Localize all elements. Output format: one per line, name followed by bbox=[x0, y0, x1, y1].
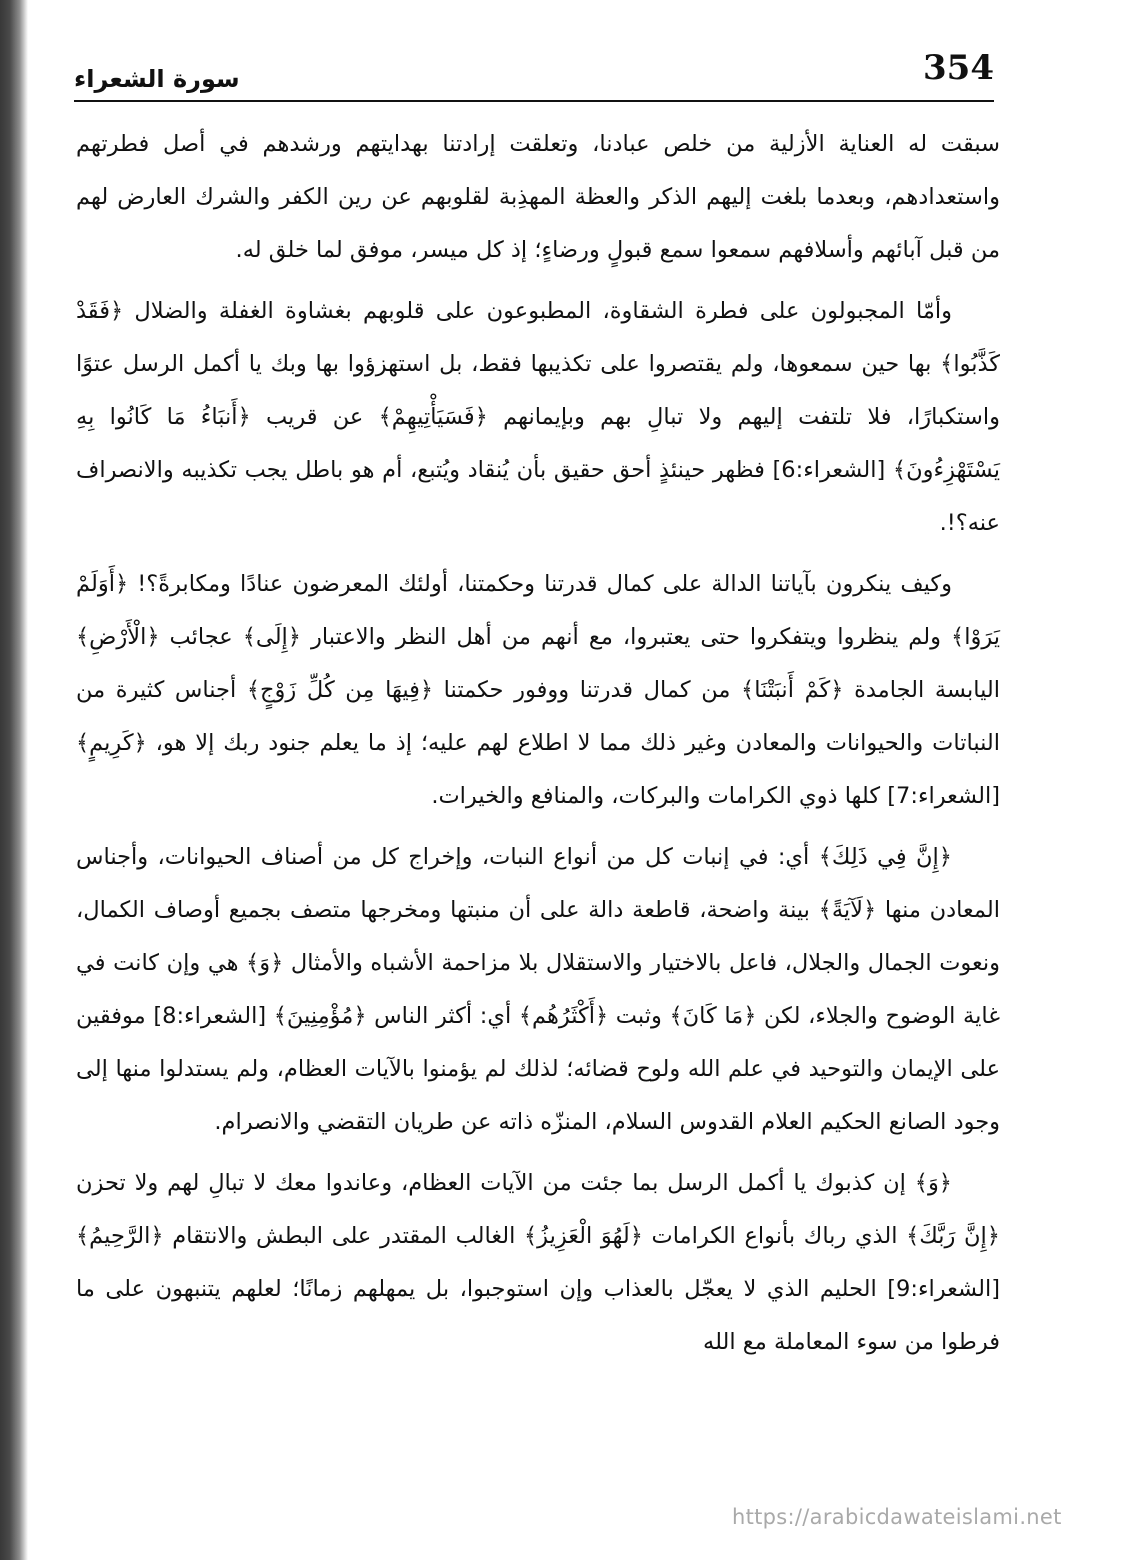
surah-title: سورة الشعراء bbox=[74, 65, 240, 93]
text-body bbox=[76, 118, 1000, 1377]
paragraph-1: سبقت له العناية الأزلية من خلص عبادنا، وتعلقت إرادتنا بهدايتهم ورشدهم في أصل فطرتهم واستعدادهم، وبعدما بلغت إليهم الذكر والعظة المهذِبة لقلوبهم عن رين الكفر والشرك العارض لهم من قبل آبائهم وأسلافهم سمعوا سمع قبولٍ ورضاءٍ؛ إذ كل ميسر، موفق لما خلق له. bbox=[76, 131, 1000, 263]
paragraph-3: وكيف ينكرون بآياتنا الدالة على كمال قدرتنا وحكمتنا، أولئك المعرضون عنادًا ومكابرةً؟! ﴿أَوَلَمْ يَرَوْا﴾ ولم ينظروا ويتفكروا حتى يعتبروا، مع أنهم من أهل النظر والاعتبار ﴿إِلَى﴾ عجائب ﴿الْأَرْضِ﴾ اليابسة الجامدة ﴿كَمْ أَنبَتْنَا﴾ من كمال قدرتنا ووفور حكمتنا ﴿فِيهَا مِن كُلِّ زَوْجٍ﴾ أجناس كثيرة من النباتات والحيوانات والمعادن وغير ذلك مما لا اطلاع لهم عليه؛ إذ ما يعلم جنود ربك إلا هو، ﴿كَرِيمٍ﴾ [الشعراء:7] كلها ذوي الكرامات والبركات، والمنافع والخيرات. bbox=[76, 571, 1000, 809]
page-header bbox=[74, 48, 994, 102]
paragraph-5: ﴿وَ﴾ إن كذبوك يا أكمل الرسل بما جئت من الآيات العظام، وعاندوا معك لا تبالِ لهم ولا تحزن ﴿إِنَّ رَبَّكَ﴾ الذي رباك بأنواع الكرامات ﴿لَهُوَ الْعَزِيزُ﴾ الغالب المقتدر على البطش والانتقام ﴿الرَّحِيمُ﴾ [الشعراء:9] الحليم الذي لا يعجّل بالعذاب وإن استوجبوا، بل يمهلهم زمانًا؛ لعلهم يتنبهون على ما فرطوا من سوء المعاملة مع الله bbox=[76, 1170, 1000, 1355]
website-watermark: https://arabicdawateislami.net bbox=[732, 1505, 1062, 1529]
paragraph-2: وأمّا المجبولون على فطرة الشقاوة، المطبوعون على قلوبهم بغشاوة الغفلة والضلال ﴿فَقَدْ كَذَّبُوا﴾ بها حين سمعوها، ولم يقتصروا على تكذيبها فقط، بل استهزؤوا بها وبك يا أكمل الرسل عتوًا واستكبارًا، فلا تلتفت إليهم ولا تبالِ بهم وبإيمانهم ﴿فَسَيَأْتِيهِمْ﴾ عن قريب ﴿أَنبَاءُ مَا كَانُوا بِهِ يَسْتَهْزِءُونَ﴾ [الشعراء:6] فظهر حينئذٍ أحق حقيق بأن يُنقاد ويُتبع، أم هو باطل يجب تكذيبه والانصراف عنه؟!. bbox=[76, 298, 1000, 536]
scan-shadow-edge bbox=[0, 0, 28, 1560]
page-number: 354 bbox=[923, 48, 994, 88]
paragraph-4: ﴿إِنَّ فِي ذَلِكَ﴾ أي: في إنبات كل من أنواع النبات، وإخراج كل من أصناف الحيوانات، وأجناس المعادن منها ﴿لَآيَةً﴾ بينة واضحة، قاطعة دالة على أن منبتها ومخرجها متصف بجميع أوصاف الكمال، ونعوت الجمال والجلال، فاعل بالاختيار والاستقلال بلا مزاحمة الأشباه والأمثال ﴿وَ﴾ هي وإن كانت في غاية الوضوح والجلاء، لكن ﴿مَا كَانَ﴾ وثبت ﴿أَكْثَرُهُم﴾ أي: أكثر الناس ﴿مُؤْمِنِينَ﴾ [الشعراء:8] موفقين على الإيمان والتوحيد في علم الله ولوح قضائه؛ لذلك لم يؤمنوا بالآيات العظام، ولم يستدلوا منها إلى وجود الصانع الحكيم العلام القدوس السلام، المنزّه ذاته عن طريان التقضي والانصرام. bbox=[76, 844, 1000, 1135]
